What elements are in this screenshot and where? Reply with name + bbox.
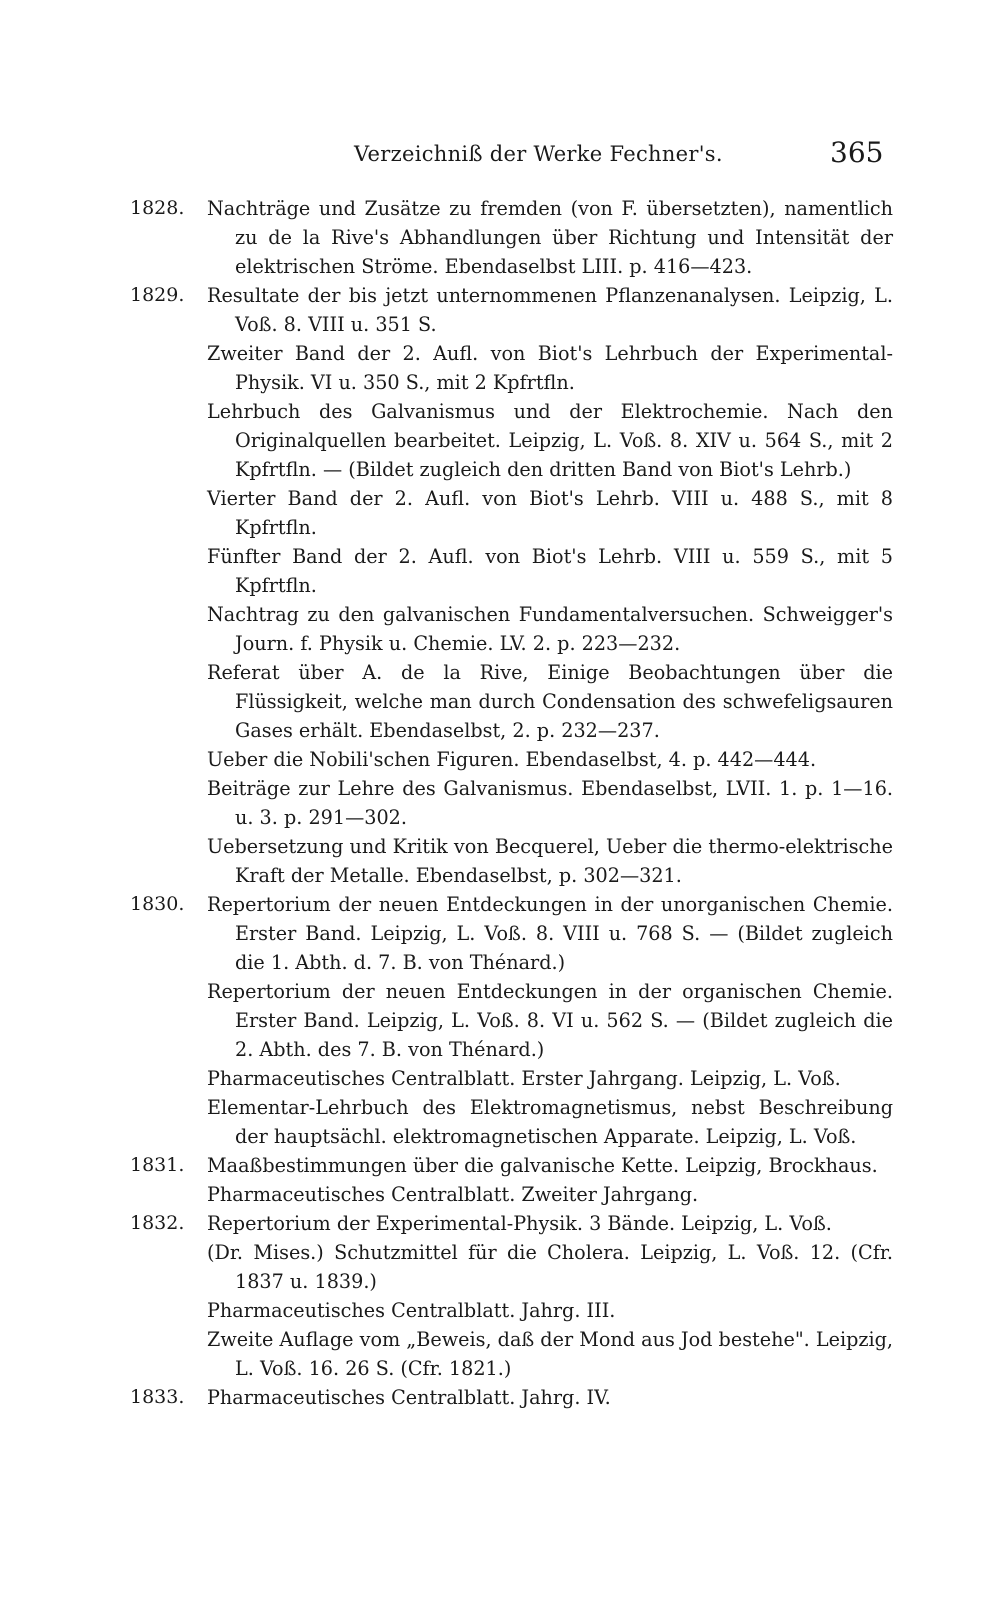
bibliography-entry: Lehrbuch des Galvanismus und der Elektrochemie. Nach den Originalquellen bearbeitet. Leipzig, L. Voß. 8. XIV u. 564 S., mit 2 Kpfrtfln. — (Bildet zugleich den dritten Band von Biot's Lehrb.): [207, 400, 893, 481]
bibliography-entry: Uebersetzung und Kritik von Becquerel, Ueber die thermo-elektrische Kraft der Metalle. Ebendaselbst, p. 302—321.: [207, 835, 893, 887]
year-label: 1829.: [130, 284, 185, 306]
bibliography-entry: Nachtrag zu den galvanischen Fundamentalversuchen. Schweigger's Journ. f. Physik u. Chemie. LV. 2. p. 223—232.: [207, 603, 893, 655]
bibliography-entry: Elementar-Lehrbuch des Elektromagnetismus, nebst Beschreibung der hauptsächl. elektromagnetischen Apparate. Leipzig, L. Voß.: [207, 1096, 893, 1148]
bibliography-entry: Zweiter Band der 2. Aufl. von Biot's Lehrbuch der Experimental-Physik. VI u. 350 S., mit 2 Kpfrtfln.: [207, 342, 893, 394]
bibliography-entry: Zweite Auflage vom „Beweis, daß der Mond aus Jod bestehe". Leipzig, L. Voß. 16. 26 S. (Cfr. 1821.): [207, 1328, 893, 1380]
bibliography-entry: Repertorium der Experimental-Physik. 3 Bände. Leipzig, L. Voß.: [207, 1212, 832, 1235]
year-label: 1833.: [130, 1386, 185, 1408]
bibliography-entry: Beiträge zur Lehre des Galvanismus. Ebendaselbst, LVII. 1. p. 1—16. u. 3. p. 291—302.: [207, 777, 893, 829]
year-label: 1830.: [130, 893, 185, 915]
page-number: 365: [830, 136, 884, 169]
bibliography-entry: Nachträge und Zusätze zu fremden (von F. übersetzten), namentlich zu de la Rive's Abhandlungen über Richtung und Intensität der elektrischen Ströme. Ebendaselbst LIII. p. 416—423.: [207, 197, 893, 278]
year-block-1833: [0, 1383, 1000, 1412]
bibliography-entry: Pharmaceutisches Centralblatt. Jahrg. IV.: [207, 1386, 611, 1409]
year-label: 1828.: [130, 197, 185, 219]
bibliography-entry: Referat über A. de la Rive, Einige Beobachtungen über die Flüssigkeit, welche man durch Condensation des schwefeligsauren Gases erhält. Ebendaselbst, 2. p. 232—237.: [207, 661, 893, 742]
running-title: Verzeichniß der Werke Fechner's.: [354, 142, 723, 166]
year-block-1829: [0, 281, 1000, 890]
bibliography-entry: Vierter Band der 2. Aufl. von Biot's Lehrb. VIII u. 488 S., mit 8 Kpfrtfln.: [207, 487, 893, 539]
year-block-1828: [0, 194, 1000, 281]
year-block-1831: [0, 1151, 1000, 1209]
year-block-1830: [0, 890, 1000, 1151]
bibliography-entry: Ueber die Nobili'schen Figuren. Ebendaselbst, 4. p. 442—444.: [207, 748, 817, 771]
bibliography-list: [0, 194, 1000, 1412]
bibliography-entry: (Dr. Mises.) Schutzmittel für die Cholera. Leipzig, L. Voß. 12. (Cfr. 1837 u. 1839.): [207, 1241, 893, 1293]
running-header: [0, 134, 1000, 174]
bibliography-entry: Resultate der bis jetzt unternommenen Pflanzenanalysen. Leipzig, L. Voß. 8. VIII u. 351 S.: [207, 284, 893, 336]
bibliography-entry: Fünfter Band der 2. Aufl. von Biot's Lehrb. VIII u. 559 S., mit 5 Kpfrtfln.: [207, 545, 893, 597]
bibliography-entry: Maaßbestimmungen über die galvanische Kette. Leipzig, Brockhaus.: [207, 1154, 878, 1177]
year-label: 1831.: [130, 1154, 185, 1176]
bibliography-entry: Pharmaceutisches Centralblatt. Jahrg. III.: [207, 1299, 616, 1322]
bibliography-entry: Repertorium der neuen Entdeckungen in der unorganischen Chemie. Erster Band. Leipzig, L. Voß. 8. VIII u. 768 S. — (Bildet zugleich die 1. Abth. d. 7. B. von Thénard.): [207, 893, 893, 974]
bibliography-entry: Pharmaceutisches Centralblatt. Erster Jahrgang. Leipzig, L. Voß.: [207, 1067, 841, 1090]
year-block-1832: [0, 1209, 1000, 1383]
year-label: 1832.: [130, 1212, 185, 1234]
bibliography-entry: Pharmaceutisches Centralblatt. Zweiter Jahrgang.: [207, 1183, 699, 1206]
bibliography-entry: Repertorium der neuen Entdeckungen in der organischen Chemie. Erster Band. Leipzig, L. Voß. 8. VI u. 562 S. — (Bildet zugleich die 2. Abth. des 7. B. von Thénard.): [207, 980, 893, 1061]
